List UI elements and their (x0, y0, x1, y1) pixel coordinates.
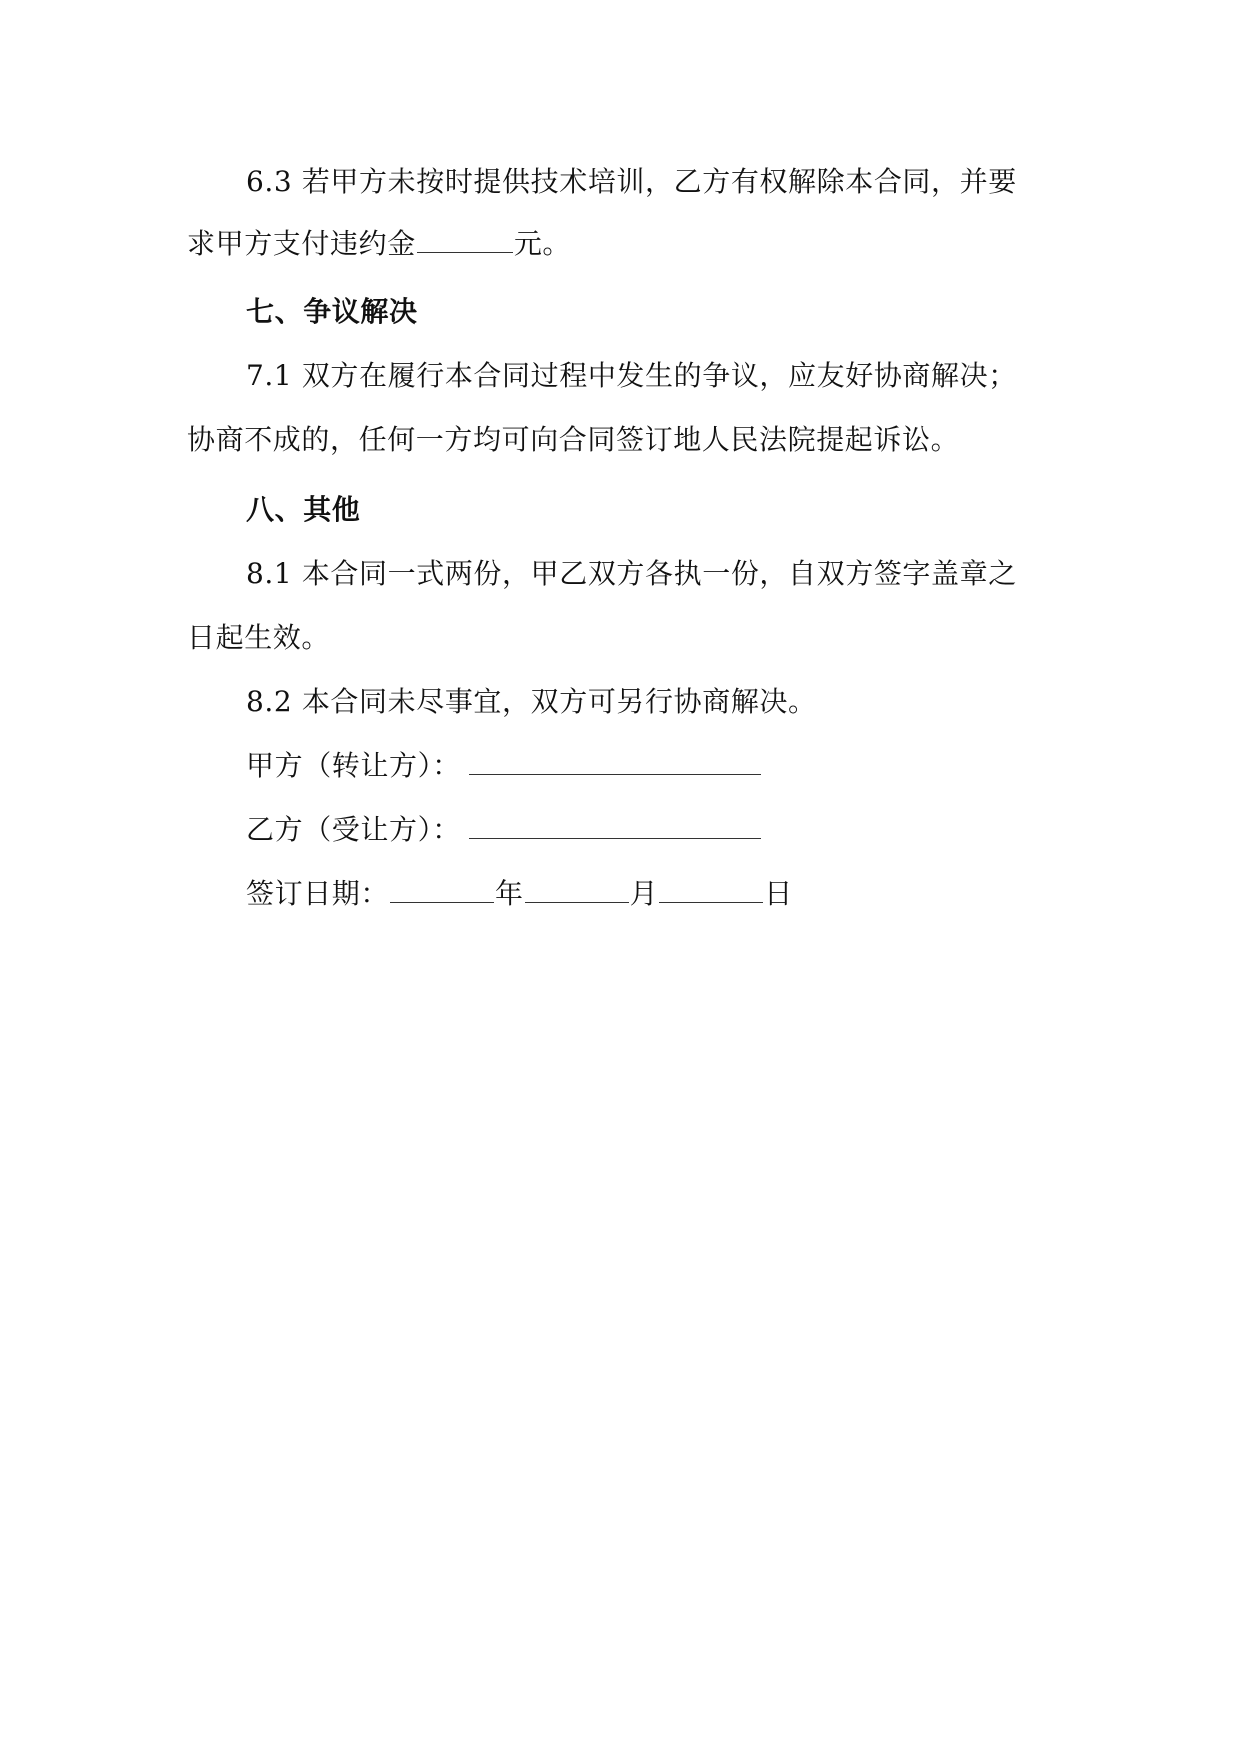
signing-date-label: 签订日期： (246, 877, 390, 910)
section-heading-dispute-resolution: 七、争议解决 (246, 295, 418, 328)
clause-6-3-line-2 (187, 212, 571, 276)
month-label: 月 (629, 877, 659, 910)
penalty-amount-blank[interactable] (417, 224, 513, 253)
party-b-label: 乙方（受让方）： (246, 813, 461, 846)
party-a-label: 甲方（转让方）： (246, 749, 461, 782)
clause-8-1-line-2: 日起生效。 (187, 621, 331, 654)
clause-6-3-suffix: 元。 (513, 227, 572, 260)
month-blank[interactable] (525, 874, 629, 903)
clause-7-1-line-1: 7.1 双方在履行本合同过程中发生的争议，应友好协商解决； (246, 359, 1017, 392)
party-b-signature-row (246, 798, 762, 862)
party-a-signature-blank[interactable] (469, 746, 761, 775)
day-blank[interactable] (659, 874, 763, 903)
year-label: 年 (495, 877, 524, 910)
year-blank[interactable] (390, 874, 494, 903)
signing-date-row (246, 862, 793, 926)
clause-6-3-text: 求甲方支付违约金 (187, 227, 416, 260)
clause-8-1-line-1: 8.1 本合同一式两份，甲乙双方各执一份，自双方签字盖章之 (246, 557, 1017, 590)
clause-7-1-line-2: 协商不成的，任何一方均可向合同签订地人民法院提起诉讼。 (187, 423, 960, 456)
party-a-signature-row (246, 734, 762, 798)
clause-6-3-line-1: 6.3 若甲方未按时提供技术培训，乙方有权解除本合同，并要 (246, 165, 1017, 198)
section-heading-other: 八、其他 (246, 493, 361, 526)
party-b-signature-blank[interactable] (469, 810, 761, 839)
day-label: 日 (764, 877, 793, 910)
clause-8-2-line-1: 8.2 本合同未尽事宜，双方可另行协商解决。 (246, 685, 817, 718)
